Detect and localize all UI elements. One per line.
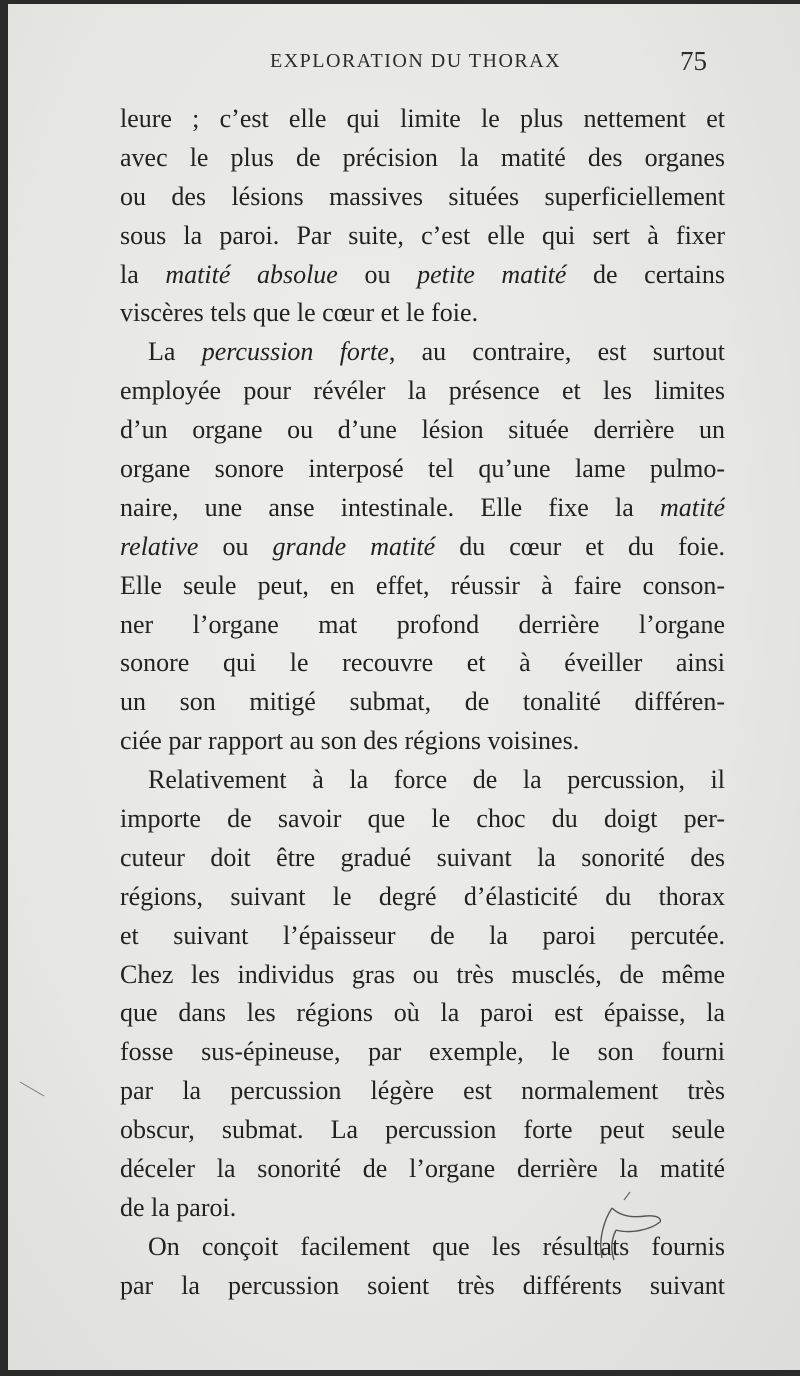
text-segment: fosse sus-épineuse, par exemple, le son fourni (120, 1037, 725, 1067)
text-segment: viscères tels que le cœur et le foie. (120, 298, 479, 328)
text-segment: naire, une anse intestinale. Elle fixe la (120, 492, 660, 522)
running-header (0, 46, 800, 80)
text-segment: ou des lésions massives situées superficiellement (120, 181, 725, 211)
text-segment: employée pour révéler la présence et les limites (120, 376, 725, 406)
running-title: EXPLORATION DU THORAX (270, 50, 562, 72)
text-line (120, 528, 725, 567)
text-segment: importe de savoir que le choc du doigt per- (120, 804, 725, 834)
text-line (120, 333, 725, 372)
text-segment: régions, suivant le degré d’élasticité du thorax (120, 881, 725, 911)
text-segment: , au contraire, est surtout (388, 337, 725, 367)
text-line (120, 917, 725, 956)
text-segment: On conçoit facilement que les résultats fournis (148, 1231, 725, 1261)
text-segment: d’un organe ou d’une lésion située derrière un (120, 415, 725, 445)
text-line (120, 722, 725, 761)
pencil-annotation-mark (590, 1190, 670, 1270)
text-segment: du cœur et du foie. (435, 531, 725, 561)
text-line (120, 1111, 725, 1150)
text-line (120, 839, 725, 878)
text-line (120, 644, 725, 683)
text-segment: avec le plus de précision la matité des organes (120, 142, 725, 172)
text-line (120, 683, 725, 722)
text-segment: ou (337, 259, 418, 289)
text-segment: déceler la sonorité de l’organe derrière la matité (120, 1154, 725, 1184)
page-number: 75 (680, 46, 707, 76)
italic-term: petite matité (417, 259, 567, 289)
text-line (120, 217, 725, 256)
text-line (120, 372, 725, 411)
italic-term: matité absolue (165, 259, 338, 289)
text-segment: que dans les régions où la paroi est épaisse, la (120, 998, 725, 1028)
text-line (120, 411, 725, 450)
text-line (120, 1150, 725, 1189)
text-segment: Chez les individus gras ou très musclés, de même (120, 959, 725, 989)
text-segment: ou (198, 531, 273, 561)
text-line (120, 956, 725, 995)
text-segment: organe sonore interposé tel qu’une lame pulmo- (120, 454, 725, 484)
text-line (120, 567, 725, 606)
margin-tick-mark (18, 1080, 48, 1100)
text-segment: par la percussion soient très différents suivant (120, 1270, 725, 1300)
text-segment: de la paroi. (120, 1192, 237, 1222)
text-line (120, 100, 725, 139)
text-segment: ciée par rapport au son des régions voisines. (120, 726, 580, 756)
text-line (120, 294, 725, 333)
text-line (120, 256, 725, 295)
text-segment: Relativement à la force de la percussion, il (148, 765, 725, 795)
text-line (120, 606, 725, 645)
text-segment: Elle seule peut, en effet, réussir à faire conson- (120, 570, 725, 600)
italic-term: grande matité (272, 531, 436, 561)
italic-term: relative (120, 531, 199, 561)
text-segment: cuteur doit être gradué suivant la sonorité des (120, 842, 725, 872)
text-line (120, 1033, 725, 1072)
text-segment: par la percussion légère est normalement très (120, 1076, 725, 1106)
text-line (120, 1267, 725, 1306)
text-segment: leure ; c’est elle qui limite le plus nettement et (120, 104, 725, 133)
text-segment: sonore qui le recouvre et à éveiller ainsi (120, 648, 725, 678)
text-segment: ner l’organe mat profond derrière l’organe (120, 609, 725, 639)
text-segment: un son mitigé submat, de tonalité différen- (120, 687, 725, 717)
text-line (120, 1072, 725, 1111)
text-line (120, 994, 725, 1033)
text-line (120, 450, 725, 489)
text-segment: la (120, 259, 166, 289)
text-segment: sous la paroi. Par suite, c’est elle qui sert à fixer (120, 220, 725, 250)
text-segment: La (148, 337, 202, 367)
text-line (120, 878, 725, 917)
text-segment: de certains (566, 259, 725, 289)
italic-term: matité (660, 492, 725, 522)
italic-term: percussion forte (201, 337, 389, 367)
body-text (120, 100, 725, 1306)
text-segment: obscur, submat. La percussion forte peut seule (120, 1115, 725, 1145)
text-line (120, 761, 725, 800)
text-line (120, 489, 725, 528)
text-line (120, 178, 725, 217)
text-segment: et suivant l’épaisseur de la paroi percutée. (120, 920, 725, 950)
text-line (120, 139, 725, 178)
text-line (120, 800, 725, 839)
